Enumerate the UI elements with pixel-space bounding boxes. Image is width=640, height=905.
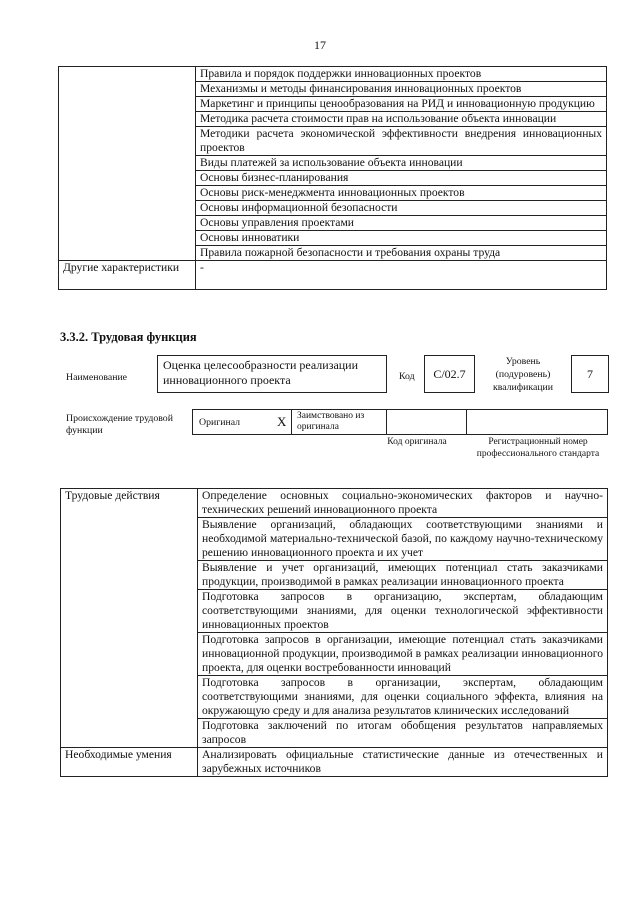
level-box bbox=[571, 355, 609, 393]
original-label: Оригинал bbox=[199, 417, 241, 428]
table-cell: Выявление организаций, обладающих соответствующими знаниями и необходимой материально-технической базой, по каждому научно-техническому решению инновационного проекта и их учет bbox=[198, 518, 608, 561]
table-cell: Виды платежей за использование объекта инновации bbox=[196, 156, 607, 171]
function-name-box bbox=[157, 355, 387, 393]
table-cell: Правила и порядок поддержки инновационных проектов bbox=[196, 67, 607, 82]
other-characteristics-value: - bbox=[196, 261, 607, 290]
table-row bbox=[59, 67, 607, 82]
labor-actions-table bbox=[60, 488, 608, 777]
borrowed-box bbox=[291, 409, 387, 435]
original-mark: X bbox=[277, 414, 287, 429]
table-row bbox=[59, 261, 607, 290]
table-cell: Маркетинг и принципы ценообразования на РИД и инновационную продукцию bbox=[196, 97, 607, 112]
original-box bbox=[192, 409, 292, 435]
table-cell: Методики расчета экономической эффективности внедрения инновационных проектов bbox=[196, 127, 607, 156]
table-cell: Подготовка запросов в организации, имеющие потенциал стать заказчиками инновационной продукции, производимой в рамках реализации инновационного проекта, для оценки востребованности инноваций bbox=[198, 633, 608, 676]
labor-actions-label: Трудовые действия bbox=[61, 489, 198, 748]
table-row bbox=[61, 489, 608, 518]
origin-label: Происхождение трудовой функции bbox=[66, 413, 173, 436]
borrowed-label: Заимствовано из оригинала bbox=[297, 411, 365, 432]
empty-label-cell bbox=[59, 67, 196, 261]
section-heading: 3.3.2. Трудовая функция bbox=[60, 330, 197, 344]
table-cell: Подготовка запросов в организации, экспертам, обладающим соответствующими знаниями, для оценки социального эффекта, влияния на окружающую среду и для анализа результатов клинических исследований bbox=[198, 676, 608, 719]
table-cell: Выявление и учет организаций, имеющих потенциал стать заказчиками продукции, производимой в рамках реализации инновационного проекта bbox=[198, 561, 608, 590]
table-cell: Определение основных социально-экономических факторов и научно-технических решений инновационного проекта bbox=[198, 489, 608, 518]
table-cell: Правила пожарной безопасности и требования охраны труда bbox=[196, 246, 607, 261]
code-label: Код bbox=[399, 371, 415, 382]
name-label: Наименование bbox=[66, 372, 128, 383]
code-value: C/02.7 bbox=[433, 367, 466, 381]
function-name-value: Оценка целесообразности реализации инновационного проекта bbox=[163, 358, 359, 387]
reg-number-box bbox=[466, 409, 608, 435]
table-cell: Основы информационной безопасности bbox=[196, 201, 607, 216]
table-cell: Основы бизнес-планирования bbox=[196, 171, 607, 186]
level-value: 7 bbox=[587, 367, 593, 381]
knowledge-table-continued bbox=[58, 66, 607, 290]
other-characteristics-label: Другие характеристики bbox=[59, 261, 196, 290]
table-cell: Анализировать официальные статистические данные из отечественных и зарубежных источников bbox=[198, 748, 608, 777]
level-label: Уровень (подуровень) квалификации bbox=[492, 356, 554, 393]
table-cell: Основы инноватики bbox=[196, 231, 607, 246]
page-number: 17 bbox=[314, 38, 326, 52]
table-cell: Механизмы и методы финансирования инновационных проектов bbox=[196, 82, 607, 97]
table-cell: Подготовка заключений по итогам обобщения результатов направляемых запросов bbox=[198, 719, 608, 748]
table-cell: Основы управления проектами bbox=[196, 216, 607, 231]
code-original-caption: Код оригинала bbox=[387, 437, 447, 447]
code-box bbox=[424, 355, 475, 393]
table-cell: Подготовка запросов в организацию, экспертам, обладающим соответствующими знаниями, для оценки технологической эффективности инновационных проектов bbox=[198, 590, 608, 633]
code-original-box bbox=[386, 409, 467, 435]
skills-label: Необходимые умения bbox=[61, 748, 198, 777]
table-row bbox=[61, 748, 608, 777]
reg-number-caption: Регистрационный номер профессионального стандарта bbox=[476, 437, 600, 459]
table-cell: Основы риск-менеджмента инновационных проектов bbox=[196, 186, 607, 201]
table-cell: Методика расчета стоимости прав на использование объекта инновации bbox=[196, 112, 607, 127]
